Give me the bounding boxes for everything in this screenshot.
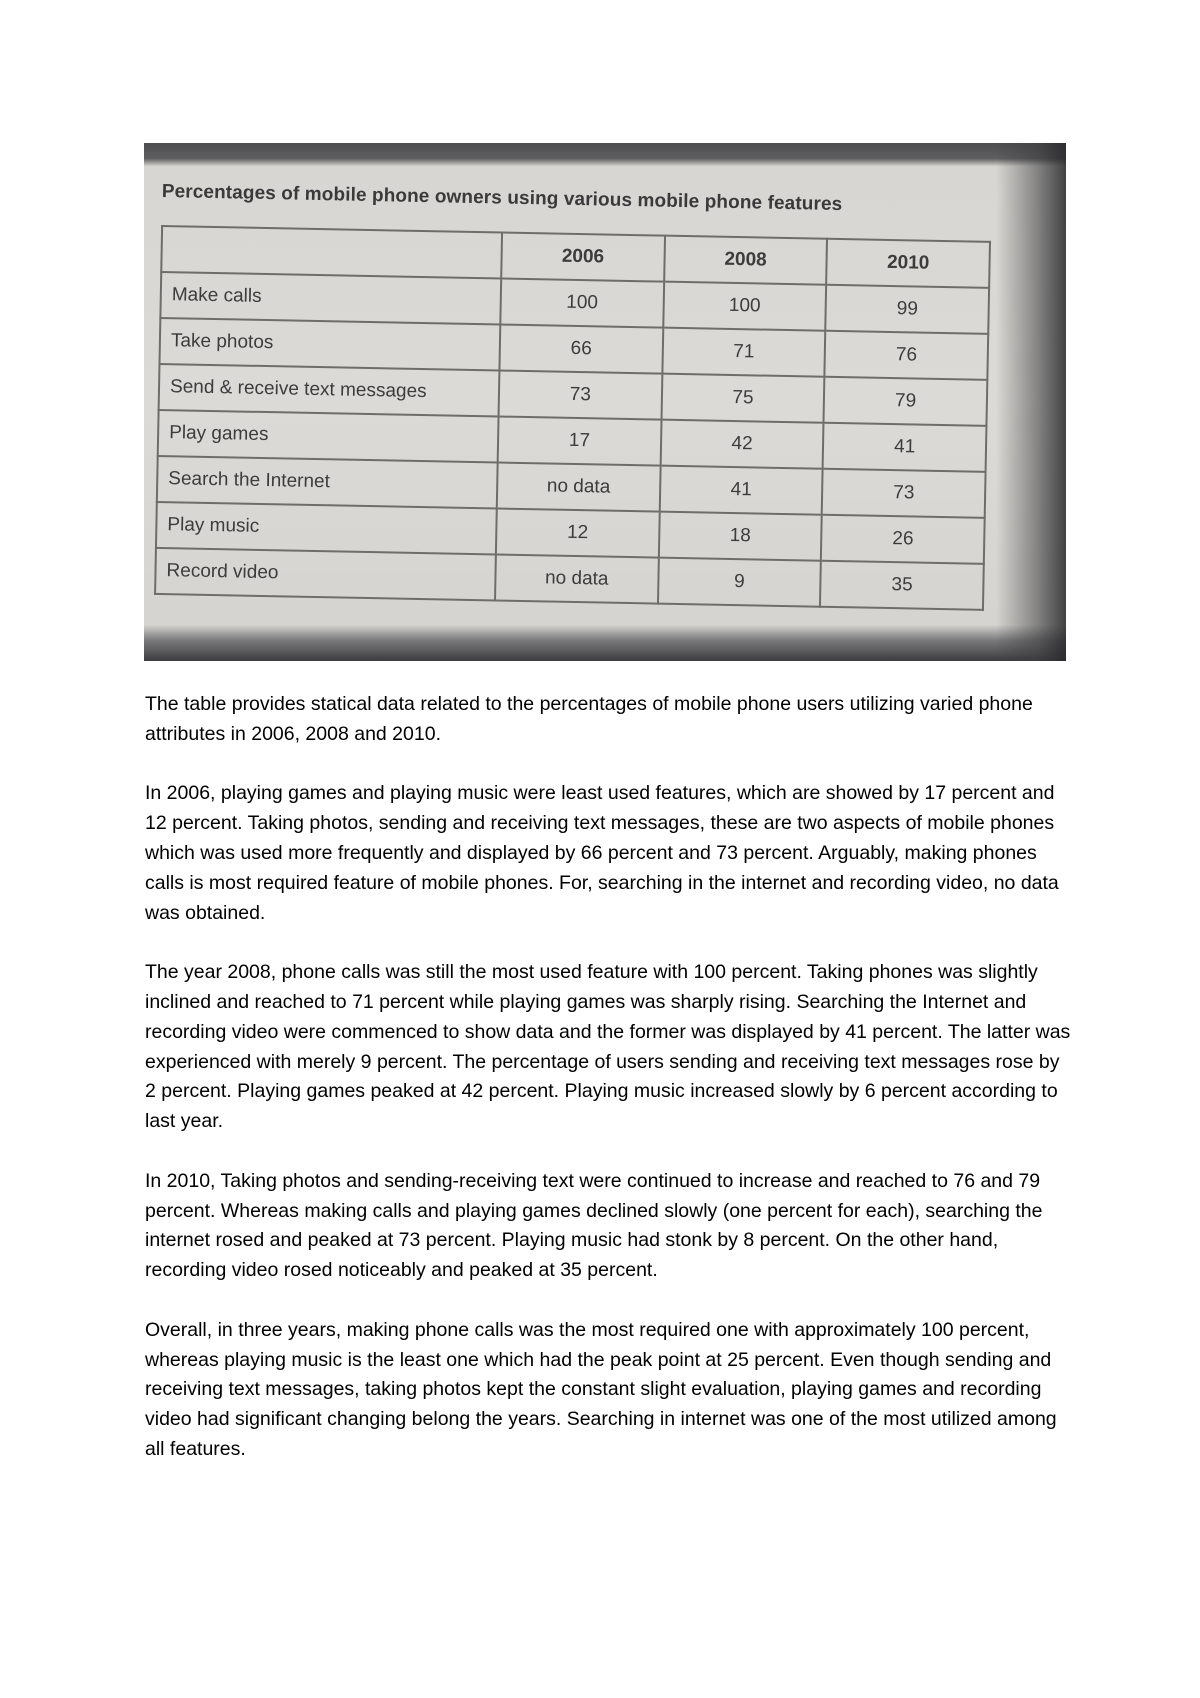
table-cell: 71 xyxy=(662,328,826,377)
header-cell-blank xyxy=(161,226,502,279)
row-label: Play music xyxy=(156,502,497,555)
row-label: Record video xyxy=(155,548,496,601)
header-cell-2008: 2008 xyxy=(664,236,828,285)
table-cell: 79 xyxy=(824,377,988,426)
row-label: Play games xyxy=(158,410,499,463)
table-cell: 17 xyxy=(498,417,662,466)
data-table xyxy=(154,225,991,611)
table-cell: 12 xyxy=(496,508,660,557)
essay-body xyxy=(145,690,1075,1495)
row-label: Send & receive text messages xyxy=(159,364,500,417)
table-cell: no data xyxy=(497,462,661,511)
table-cell: 26 xyxy=(821,515,985,564)
table-cell: 41 xyxy=(823,423,987,472)
table-cell: 41 xyxy=(659,466,823,515)
table-cell: 42 xyxy=(660,420,824,469)
table-cell: 100 xyxy=(500,279,664,328)
essay-paragraph-2010: In 2010, Taking photos and sending-receiving text were continued to increase and reached to 76 and 79 percent. Whereas making calls and playing games declined slowly (one percent for each), searching the internet rosed and peaked at 73 percent. Playing music had stonk by 8 percent. On the other hand, recording video rosed noticeably and peaked at 35 percent. xyxy=(145,1169,1043,1282)
table-title: Percentages of mobile phone owners using various mobile phone features xyxy=(161,181,843,216)
table-cell: 18 xyxy=(659,512,823,561)
header-cell-2010: 2010 xyxy=(826,239,990,288)
table-cell: 76 xyxy=(825,331,989,380)
table-cell: 35 xyxy=(820,561,984,610)
table-cell: 100 xyxy=(663,282,827,331)
essay-paragraph-overall: Overall, in three years, making phone calls was the most required one with approximately 100 percent, whereas playing music is the least one which had the peak point at 25 percent. Even though sending and receiving text messages, taking photos kept the constant slight evaluation, playing games and recording video had significant changing belong the years. Searching in internet was one of the most utilized among all features. xyxy=(145,1318,1057,1460)
table-cell: 75 xyxy=(661,374,825,423)
row-label: Make calls xyxy=(160,272,501,325)
row-label: Take photos xyxy=(159,318,500,371)
header-cell-2006: 2006 xyxy=(501,233,665,282)
table-cell: 66 xyxy=(499,325,663,374)
table-cell: 73 xyxy=(499,371,663,420)
essay-paragraph-2008: The year 2008, phone calls was still the most used feature with 100 percent. Taking phones was slightly inclined and reached to 71 percent while playing games was sharply rising. Searching the Internet and recording video were commenced to show data and the former was displayed by 41 percent. The latter was experienced with merely 9 percent. The percentage of users sending and receiving text messages rose by 2 percent. Playing games peaked at 42 percent. Playing music increased slowly by 6 percent according to last year. xyxy=(145,961,1071,1133)
essay-paragraph-2006: In 2006, playing games and playing music were least used features, which are showed by 17 percent and 12 percent. Taking photos, sending and receiving text messages, these are two aspects of mobile phones which was used more frequently and displayed by 66 percent and 73 percent. Arguably, making phones calls is most required feature of mobile phones. For, searching in the internet and recording video, no data was obtained. xyxy=(145,782,1059,924)
table-cell: 9 xyxy=(658,558,822,607)
table-photo xyxy=(144,143,1066,661)
table-cell: 99 xyxy=(826,285,990,334)
table-cell: no data xyxy=(495,554,659,603)
table-cell: 73 xyxy=(822,469,986,518)
row-label: Search the Internet xyxy=(157,456,498,509)
photo-content xyxy=(154,181,1022,611)
essay-paragraph-intro: The table provides statical data related to the percentages of mobile phone users utilizing varied phone attributes in 2006, 2008 and 2010. xyxy=(145,693,1033,745)
